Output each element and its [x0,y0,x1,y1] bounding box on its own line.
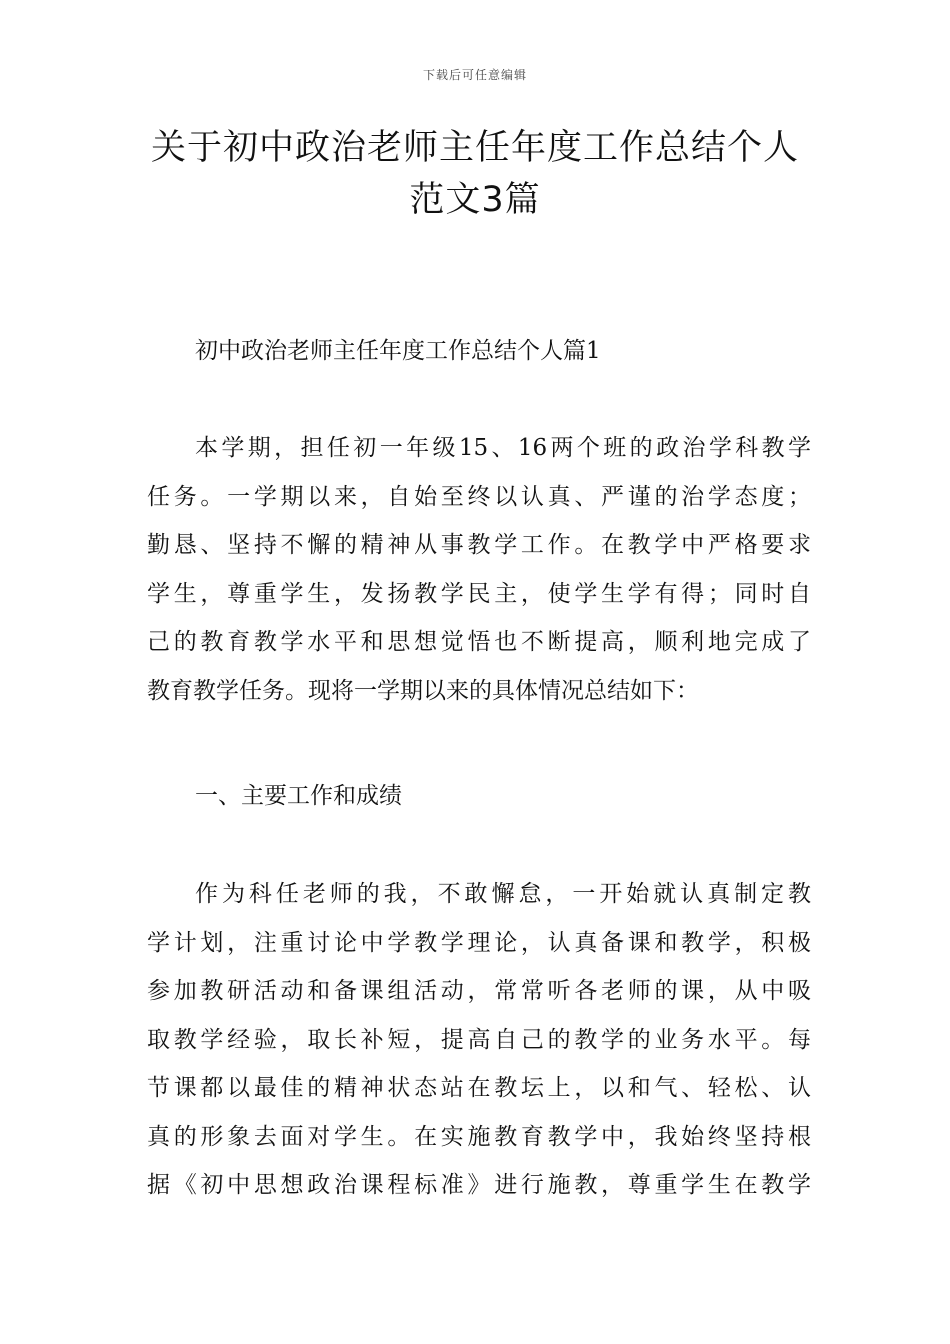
paragraph-2 [147,870,811,1210]
paragraph-2-line: 节课都以最佳的精神状态站在教坛上，以和气、轻松、认 [147,1075,811,1101]
paragraph-1-line: 己的教育教学水平和思想觉悟也不断提高，顺利地完成了 [147,629,811,655]
title-line-2: 范文3篇 [409,180,541,220]
paragraph-1-line: 任务。一学期以来，自始至终以认真、严谨的治学态度； [147,483,811,510]
subheading-1: 一、主要工作和成绩 [195,783,402,809]
paragraph-1-line: 学生，尊重学生，发扬教学民主，使学生学有得；同时自 [147,580,811,607]
section-title: 初中政治老师主任年度工作总结个人篇1 [195,338,601,364]
paragraph-2-line: 真的形象去面对学生。在实施教育教学中，我始终坚持根 [147,1123,811,1150]
paragraph-1-line: 勤恳、坚持不懈的精神从事教学工作。在教学中严格要求 [147,532,811,558]
paragraph-2-line: 学计划，注重讨论中学教学理论，认真备课和教学，积极 [147,929,811,956]
page-header-note: 下载后可任意编辑 [422,68,527,82]
paragraph-2-line: 作为科任老师的我，不敢懈怠，一开始就认真制定教 [195,881,811,907]
paragraph-2-line: 据《初中思想政治课程标准》进行施教，尊重学生在教学 [147,1172,811,1198]
paragraph-1-line: 本学期，担任初一年级15、16两个班的政治学科教学 [195,435,811,461]
paragraph-1 [147,424,811,715]
paragraph-1-line: 教育教学任务。现将一学期以来的具体情况总结如下： [147,677,699,704]
paragraph-2-line: 参加教研活动和备课组活动，常常听各老师的课，从中吸 [147,978,811,1004]
paragraph-2-line: 取教学经验，取长补短，提高自己的教学的业务水平。每 [147,1026,811,1053]
document-title [150,122,800,226]
title-line-1: 关于初中政治老师主任年度工作总结个人 [150,128,799,168]
